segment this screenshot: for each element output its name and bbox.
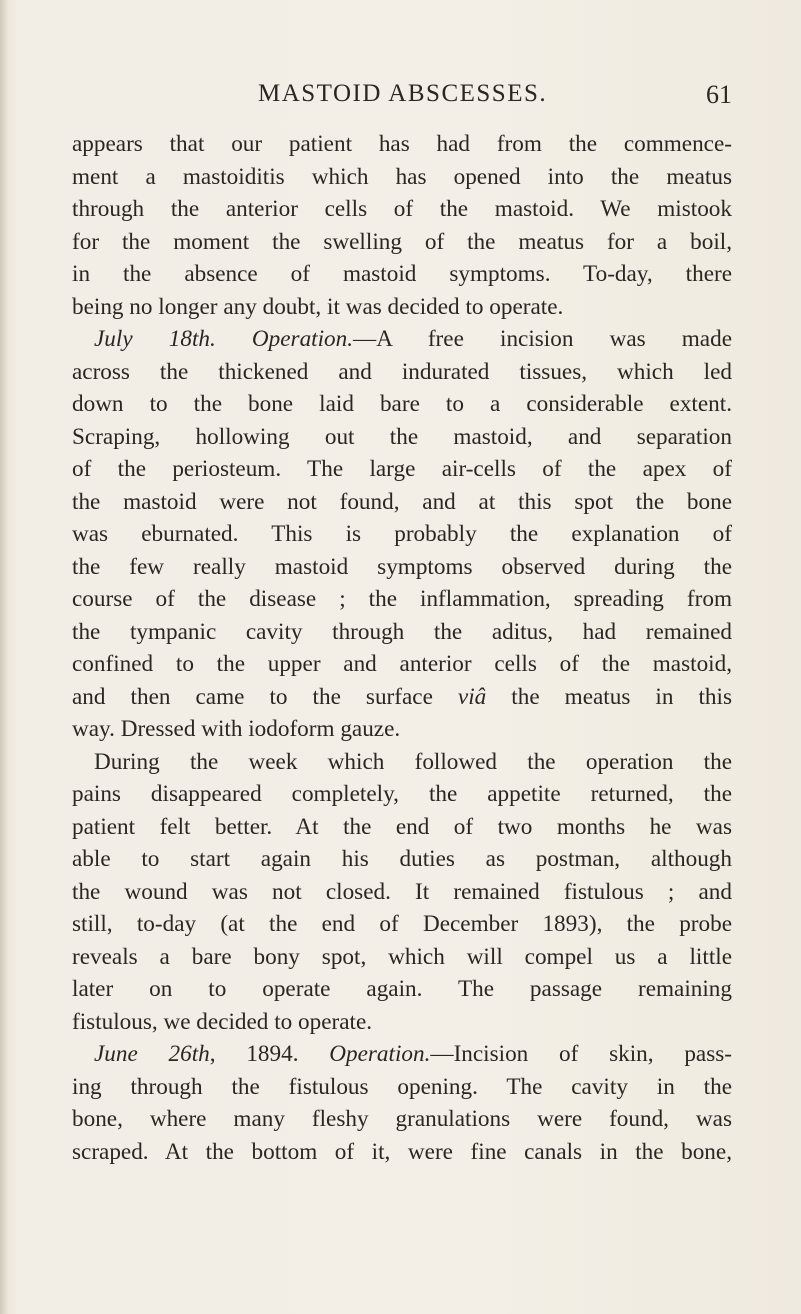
text-segment: the few really mastoid symptoms observed during the — [72, 553, 732, 580]
text-segment: During the week which followed the operation the — [94, 748, 732, 775]
text-segment: was eburnated. This is probably the explanation of — [72, 521, 732, 547]
text-line — [72, 681, 732, 714]
text-line — [72, 616, 732, 649]
text-line — [72, 291, 732, 324]
text-segment: bone, where many fleshy granulations were found, was — [72, 1106, 732, 1132]
text-segment: way. Dressed with iodoform gauze. — [72, 716, 401, 742]
text-segment: reveals a bare bony spot, which will compel us a little — [72, 943, 732, 970]
text-segment: the meatus in this — [486, 683, 732, 710]
text-line — [72, 713, 732, 746]
text-line — [72, 453, 732, 486]
page-binding-edge — [0, 0, 8, 1314]
text-line — [72, 746, 732, 779]
page-number: 61 — [706, 80, 732, 109]
text-line — [72, 648, 732, 681]
text-segment: down to the bone laid bare to a considerable extent. — [72, 391, 732, 417]
text-segment: , 1894. — [209, 1041, 330, 1067]
text-line — [72, 1136, 732, 1169]
italic-text-segment: viâ — [457, 683, 487, 710]
text-line — [72, 486, 732, 519]
text-segment: through the anterior cells of the mastoid. We mistook — [72, 196, 732, 222]
running-title: MASTOID ABSCESSES. — [258, 80, 548, 107]
text-segment: the mastoid were not found, and at this spot the bone — [72, 488, 732, 515]
italic-text-segment: Operation. — [329, 1041, 431, 1067]
italic-text-segment: July 18th. Operation. — [94, 326, 354, 352]
text-segment: of the periosteum. The large air-cells of the apex of — [72, 456, 732, 482]
text-segment: able to start again his duties as postman, although — [72, 846, 732, 872]
text-segment: the wound was not closed. It remained fistulous ; and — [72, 878, 732, 905]
text-segment: patient felt better. At the end of two months he was — [72, 813, 732, 840]
text-segment: ment a mastoiditis which has opened into the meatus — [72, 163, 732, 190]
text-line — [72, 811, 732, 844]
text-segment: scraped. At the bottom of it, were fine canals in the bone, — [72, 1138, 732, 1165]
italic-text-segment: June 26th — [94, 1041, 210, 1067]
text-line — [72, 161, 732, 194]
text-line — [72, 1038, 732, 1071]
text-segment: fistulous, we decided to operate. — [72, 1008, 373, 1035]
text-line — [72, 518, 732, 551]
text-line — [72, 843, 732, 876]
body-text — [72, 128, 732, 1168]
text-line — [72, 1006, 732, 1039]
text-line — [72, 583, 732, 616]
text-line — [72, 128, 732, 161]
text-segment: course of the disease ; the inflammation, spreading from — [72, 586, 732, 612]
text-segment: for the moment the swelling of the meatus for a boil, — [72, 228, 732, 255]
text-segment: Scraping, hollowing out the mastoid, and separation — [72, 423, 732, 450]
text-segment: being no longer any doubt, it was decided to operate. — [72, 293, 564, 320]
text-segment: confined to the upper and anterior cells of the mastoid, — [72, 651, 732, 677]
text-segment: —Incision of skin, pass- — [430, 1041, 732, 1067]
text-segment: still, to-day (at the end of December 1893), the probe — [72, 911, 732, 937]
text-line — [72, 778, 732, 811]
text-line — [72, 876, 732, 909]
text-segment: later on to operate again. The passage remaining — [72, 976, 732, 1002]
text-line — [72, 323, 732, 356]
text-segment: ing through the fistulous opening. The cavity in the — [72, 1073, 732, 1100]
text-segment: pains disappeared completely, the appetite returned, the — [72, 781, 732, 807]
text-segment: in the absence of mastoid symptoms. To-day, there — [72, 261, 732, 287]
text-segment: —A free incision was made — [353, 326, 732, 352]
text-line — [72, 1103, 732, 1136]
running-head — [70, 80, 732, 116]
text-line — [72, 258, 732, 291]
text-line — [72, 908, 732, 941]
text-line — [72, 226, 732, 259]
text-line — [72, 1071, 732, 1104]
text-line — [72, 193, 732, 226]
text-line — [72, 941, 732, 974]
text-segment: the tympanic cavity through the aditus, had remained — [72, 618, 732, 645]
text-segment: appears that our patient has had from the commence- — [72, 131, 732, 157]
text-line — [72, 973, 732, 1006]
text-line — [72, 388, 732, 421]
text-line — [72, 551, 732, 584]
text-line — [72, 421, 732, 454]
text-segment: across the thickened and indurated tissues, which led — [72, 358, 732, 385]
text-line — [72, 356, 732, 389]
text-segment: and then came to the surface — [72, 683, 458, 710]
